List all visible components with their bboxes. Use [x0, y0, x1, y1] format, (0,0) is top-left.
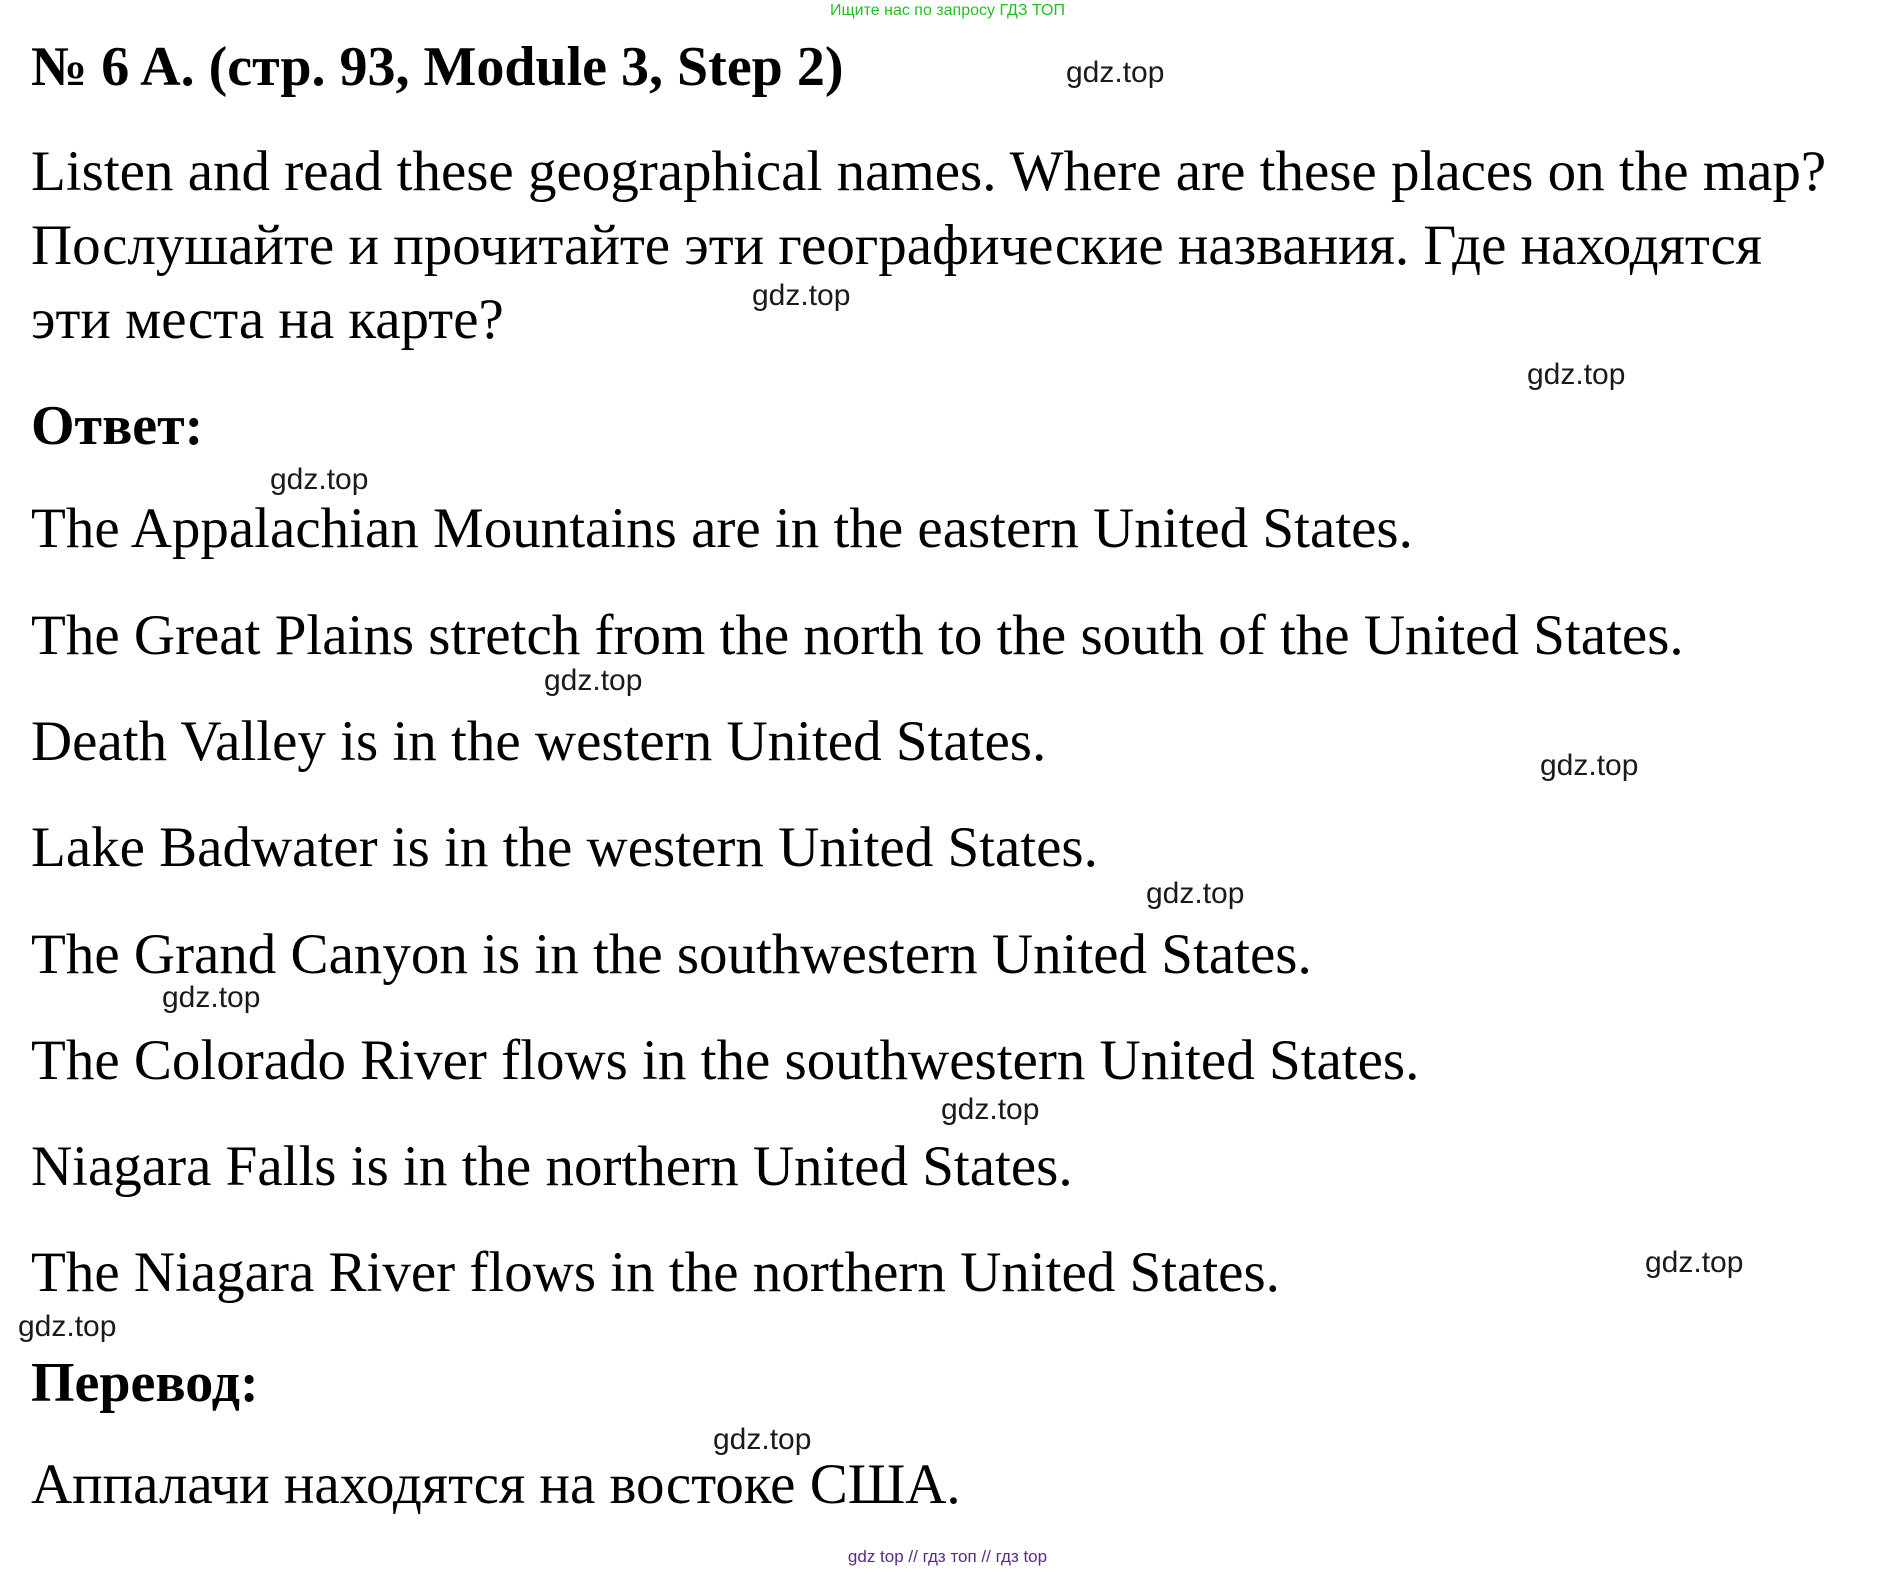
watermark: gdz.top	[713, 1423, 812, 1456]
answer-line: Niagara Falls is in the northern United States.	[31, 1135, 1073, 1198]
watermark: gdz.top	[18, 1310, 117, 1343]
answer-line: Lake Badwater is in the western United States.	[31, 816, 1098, 879]
watermark: gdz.top	[162, 981, 261, 1014]
answer-heading: Ответ:	[31, 395, 204, 457]
answer-line: The Great Plains stretch from the north to the south of the United States.	[31, 604, 1684, 667]
watermark: gdz.top	[752, 279, 851, 312]
task-line-english: Listen and read these geographical names. Where are these places on the map?	[31, 140, 1827, 203]
answer-line: The Colorado River flows in the southwestern United States.	[31, 1029, 1420, 1092]
answer-line: The Grand Canyon is in the southwestern United States.	[31, 923, 1312, 986]
answer-line: Death Valley is in the western United States.	[31, 710, 1047, 773]
watermark: gdz.top	[270, 463, 369, 496]
watermark: gdz.top	[1146, 877, 1245, 910]
watermark: gdz.top	[1066, 56, 1165, 89]
watermark: gdz.top	[544, 664, 643, 697]
watermark: gdz.top	[1645, 1246, 1744, 1279]
task-line-russian-2: эти места на карте?	[31, 288, 504, 351]
watermark: gdz.top	[1527, 358, 1626, 391]
footer-watermark: gdz top // гдз топ // гдз top	[847, 1547, 1048, 1566]
task-instructions	[31, 135, 1891, 357]
translation-heading: Перевод:	[31, 1352, 259, 1414]
task-line-russian-1: Послушайте и прочитайте эти географические названия. Где находятся	[31, 214, 1762, 277]
top-banner: Ищите нас по запросу ГДЗ ТОП	[830, 2, 1065, 19]
translation-line: Аппалачи находятся на востоке США.	[31, 1453, 961, 1516]
page-title: № 6 A. (стр. 93, Module 3, Step 2)	[31, 36, 844, 98]
watermark: gdz.top	[1540, 749, 1639, 782]
watermark: gdz.top	[941, 1093, 1040, 1126]
answer-line: The Niagara River flows in the northern United States.	[31, 1241, 1280, 1304]
answer-line: The Appalachian Mountains are in the eastern United States.	[31, 497, 1413, 560]
